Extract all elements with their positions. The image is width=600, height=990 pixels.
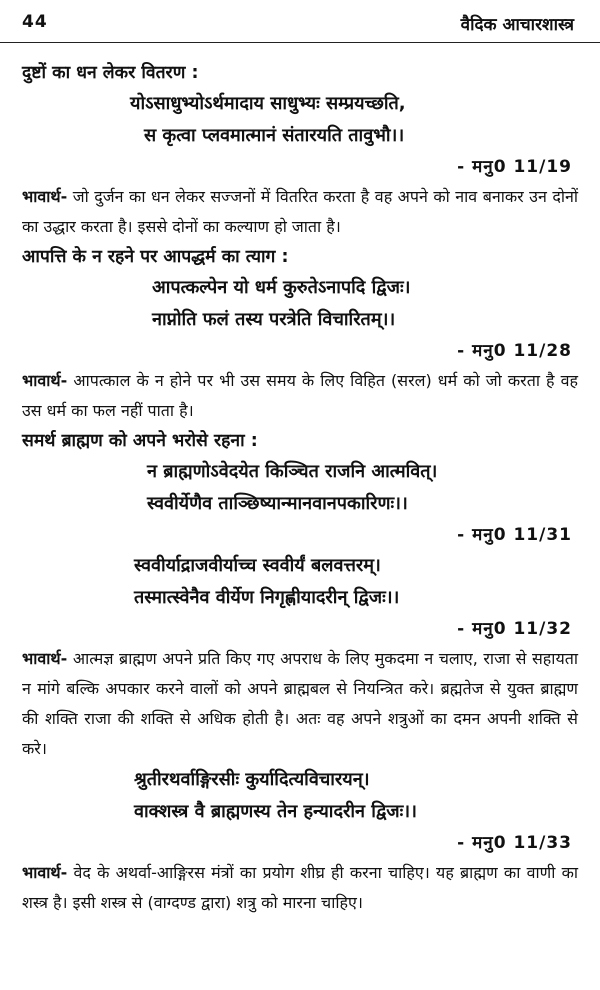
meaning-text: आत्मज्ञ ब्राह्मण अपने प्रति किए गए अपराध के लिए मुकदमा न चलाए, राजा से सहायता न मांगे बल्कि अपकार करने वालों को अपने ब्राह्मबल से नियन्त्रित करे। ब्रह्मतेज से युक्त ब्राह्मण की शक्ति राजा की शक्ति से अधिक होती है। अतः वह अपने शत्रुओं का दमन अपनी शक्ति से करे। <box>22 649 578 758</box>
section-heading: दुष्टों का धन लेकर वितरण : <box>22 63 199 83</box>
verse-line: स कृत्वा प्लवमात्मानं संतारयति तावुभौ।। <box>144 125 405 146</box>
meaning-text: वेद के अथर्वा-आङ्गिरस मंत्रों का प्रयोग शीघ्र ही करना चाहिए। यह ब्राह्मण का वाणी का शस्त्र है। इसी शस्त्र से (वाग्दण्ड द्वारा) शत्रु को मारना चाहिए। <box>22 863 579 912</box>
verse-line: योऽसाधुभ्योऽर्थमादाय साधुभ्यः सम्प्रयच्छति, <box>130 93 406 114</box>
verse-reference: - मनु0 11/19 <box>457 157 572 177</box>
meaning-label: भावार्थ- <box>22 187 68 206</box>
meaning-paragraph <box>22 858 578 918</box>
verse-line: स्ववीर्येणैव ताञ्छिष्यान्मानवानपकारिणः।। <box>147 493 408 514</box>
meaning-label: भावार्थ- <box>22 371 68 390</box>
verse-line: तस्मात्स्वेनैव वीर्येण निगृह्णीयादरीन् द्विजः।। <box>134 587 400 608</box>
verse-reference: - मनु0 11/33 <box>457 833 572 853</box>
meaning-paragraph <box>22 182 578 242</box>
meaning-label: भावार्थ- <box>22 863 68 882</box>
verse-reference: - मनु0 11/31 <box>457 525 572 545</box>
verse-reference: - मनु0 11/32 <box>457 619 572 639</box>
book-title: वैदिक आचारशास्त्र <box>460 15 574 35</box>
section-heading: आपत्ति के न रहने पर आपद्धर्म का त्याग : <box>22 247 289 267</box>
verse-reference: - मनु0 11/28 <box>457 341 572 361</box>
verse-line: आपत्कल्पेन यो धर्म कुरुतेऽनापदि द्विजः। <box>152 277 411 298</box>
section-heading: समर्थ ब्राह्मण को अपने भरोसे रहना : <box>22 431 258 451</box>
meaning-paragraph <box>22 366 578 426</box>
meaning-text: आपत्काल के न होने पर भी उस समय के लिए विहित (सरल) धर्म को जो करता है वह उस धर्म का फल नहीं पाता है। <box>22 371 578 420</box>
page-number: 44 <box>22 12 48 32</box>
meaning-label: भावार्थ- <box>22 649 68 668</box>
verse-line: स्ववीर्याद्राजवीर्याच्च स्ववीर्यं बलवत्तरम्। <box>134 555 381 576</box>
page-header <box>0 0 600 43</box>
verse-line: वाक्शस्त्र वै ब्राह्मणस्य तेन हन्यादरीन द्विजः।। <box>134 801 417 822</box>
page-body <box>22 58 578 918</box>
meaning-paragraph <box>22 644 578 764</box>
verse-line: न ब्राह्मणोऽवेदयेत किञ्चित राजनि आत्मवित्। <box>147 461 438 482</box>
verse-line: श्रुतीरथर्वाङ्गिरसीः कुर्यादित्यविचारयन्। <box>134 769 370 790</box>
meaning-text: जो दुर्जन का धन लेकर सज्जनों में वितरित करता है वह अपने को नाव बनाकर उन दोनों का उद्धार करता है। इससे दोनों का कल्याण हो जाता है। <box>22 187 578 236</box>
verse-line: नाप्नोति फलं तस्य परत्रेति विचारितम्।। <box>152 309 396 330</box>
